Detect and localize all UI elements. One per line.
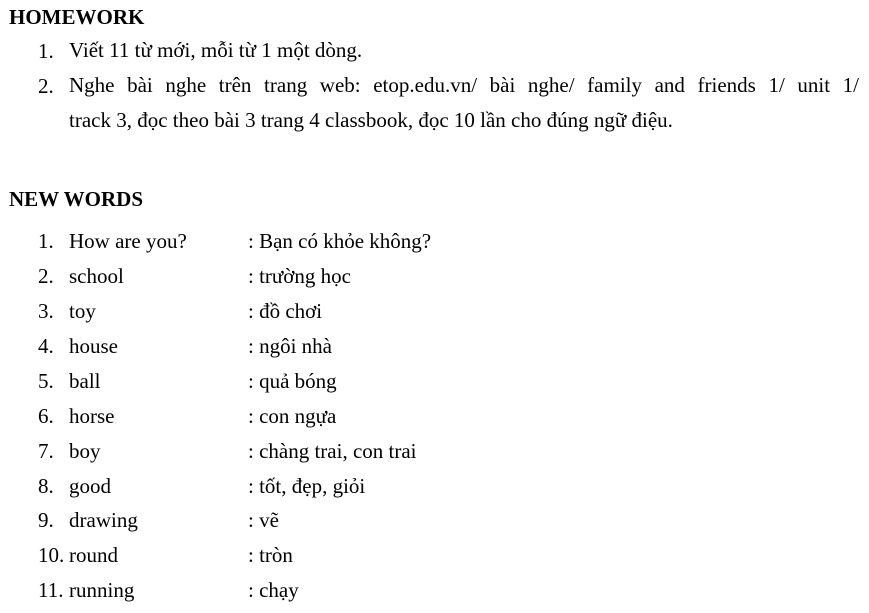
vocab-word: house (69, 334, 118, 358)
vocab-row (0, 369, 869, 399)
vocab-row (0, 508, 869, 538)
vocab-number: 3. (38, 299, 54, 323)
homework-item-line: Nghe bài nghe trên trang web: etop.edu.vn/ bài nghe/ family and friends 1/ unit 1/ (69, 73, 859, 97)
vocab-meaning: : quả bóng (248, 369, 337, 393)
vocab-number: 10. (38, 543, 65, 567)
vocab-meaning: : ngôi nhà (248, 334, 332, 358)
vocab-row (0, 474, 869, 504)
vocab-row (0, 264, 869, 294)
homework-item-text: Viết 11 từ mới, mỗi từ 1 một dòng. (69, 38, 363, 62)
vocab-meaning: : trường học (248, 264, 351, 288)
vocab-word: round (69, 543, 118, 567)
vocab-meaning: : chạy (248, 578, 299, 602)
new-words-heading: NEW WORDS (9, 187, 144, 211)
vocab-number: 1. (38, 229, 54, 253)
vocab-meaning: : tròn (248, 543, 293, 567)
vocab-row (0, 334, 869, 364)
vocab-row (0, 439, 869, 469)
vocab-number: 8. (38, 474, 54, 498)
homework-item-line: track 3, đọc theo bài 3 trang 4 classbook, đọc 10 lần cho đúng ngữ điệu. (69, 108, 673, 132)
vocab-word: horse (69, 404, 115, 428)
homework-item-number: 2. (38, 74, 54, 98)
homework-item-text (69, 68, 859, 138)
vocab-row (0, 578, 869, 608)
homework-item-number: 1. (38, 39, 54, 63)
vocab-row (0, 299, 869, 329)
vocab-word: drawing (69, 508, 138, 532)
vocab-word: boy (69, 439, 101, 463)
vocab-number: 5. (38, 369, 54, 393)
vocab-row (0, 543, 869, 573)
vocab-number: 4. (38, 334, 54, 358)
homework-heading: HOMEWORK (9, 5, 145, 29)
vocab-number: 7. (38, 439, 54, 463)
vocab-number: 6. (38, 404, 54, 428)
vocab-meaning: : con ngựa (248, 404, 337, 428)
vocab-number: 11. (38, 578, 64, 602)
vocab-word: school (69, 264, 124, 288)
vocab-word: toy (69, 299, 96, 323)
vocab-word: ball (69, 369, 101, 393)
vocab-row (0, 229, 869, 259)
vocab-word: good (69, 474, 111, 498)
vocab-meaning: : vẽ (248, 508, 279, 532)
vocab-meaning: : tốt, đẹp, giỏi (248, 474, 366, 498)
vocab-word: running (69, 578, 135, 602)
vocab-row (0, 404, 869, 434)
vocab-meaning: : Bạn có khỏe không? (248, 229, 432, 253)
vocab-number: 9. (38, 508, 54, 532)
vocab-number: 2. (38, 264, 54, 288)
vocab-word: How are you? (69, 229, 187, 253)
vocab-meaning: : đồ chơi (248, 299, 323, 323)
vocab-meaning: : chàng trai, con trai (248, 439, 417, 463)
